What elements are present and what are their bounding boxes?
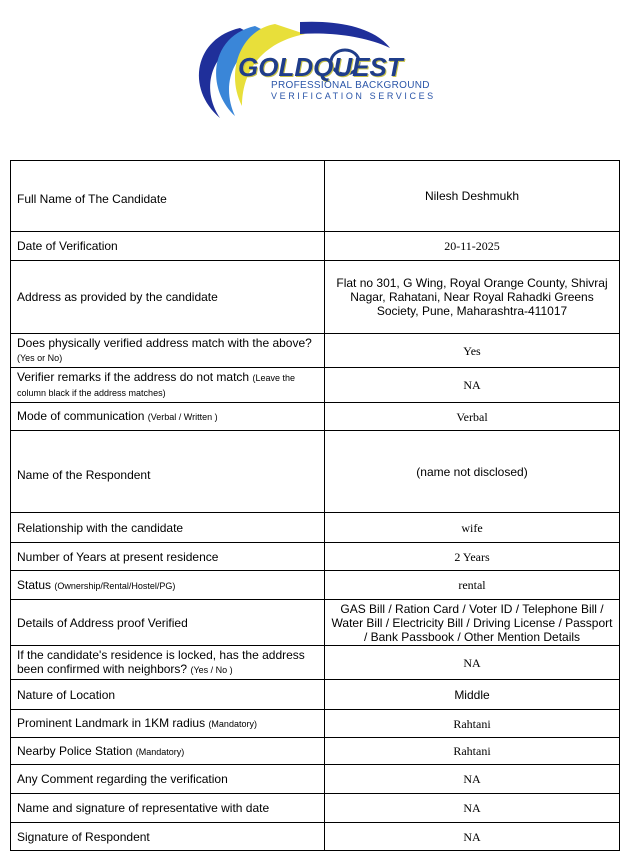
table-row <box>11 823 620 851</box>
communication-mode-value: Verbal <box>325 403 620 431</box>
row-label: Number of Years at present residence <box>11 543 325 571</box>
row-label: Any Comment regarding the verification <box>11 765 325 794</box>
candidate-name-value: Nilesh Deshmukh <box>325 161 620 232</box>
years-residence-value: 2 Years <box>325 543 620 571</box>
table-row <box>11 710 620 738</box>
row-label: If the candidate's residence is locked, has the address been confirmed with neighbors? (Yes / No ) <box>11 646 325 680</box>
row-label: Nearby Police Station (Mandatory) <box>11 738 325 765</box>
logo-subtitle-1: PROFESSIONAL BACKGROUND <box>271 80 430 91</box>
table-row <box>11 765 620 794</box>
table-row <box>11 738 620 765</box>
verification-date-value: 20-11-2025 <box>325 232 620 261</box>
table-row <box>11 571 620 600</box>
row-label: Name of the Respondent <box>11 431 325 513</box>
locked-residence-value: NA <box>325 646 620 680</box>
row-label: Full Name of The Candidate <box>11 161 325 232</box>
respondent-name-value: (name not disclosed) <box>325 431 620 513</box>
table-row <box>11 368 620 403</box>
row-label: Address as provided by the candidate <box>11 261 325 334</box>
table-row <box>11 646 620 680</box>
address-proof-value: GAS Bill / Ration Card / Voter ID / Telephone Bill / Water Bill / Electricity Bill / Driving License / Passport / Bank Passbook / Other Mention Details <box>325 600 620 646</box>
row-label: Verifier remarks if the address do not match (Leave the column black if the address matches) <box>11 368 325 403</box>
status-value: rental <box>325 571 620 600</box>
table-row <box>11 794 620 823</box>
row-label: Does physically verified address match with the above? (Yes or No) <box>11 334 325 368</box>
row-label: Relationship with the candidate <box>11 513 325 543</box>
verification-table <box>10 160 620 851</box>
table-row <box>11 261 620 334</box>
comment-value: NA <box>325 765 620 794</box>
table-row <box>11 543 620 571</box>
table-row <box>11 161 620 232</box>
address-value: Flat no 301, G Wing, Royal Orange County, Shivraj Nagar, Rahatani, Near Royal Rahadki Greens Society, Pune, Maharashtra-411017 <box>325 261 620 334</box>
logo-subtitle-2: VERIFICATION SERVICES <box>271 91 436 101</box>
location-nature-value: Middle <box>325 680 620 710</box>
row-label: Details of Address proof Verified <box>11 600 325 646</box>
table-row <box>11 680 620 710</box>
table-row <box>11 334 620 368</box>
row-label: Date of Verification <box>11 232 325 261</box>
relationship-value: wife <box>325 513 620 543</box>
table-row <box>11 403 620 431</box>
row-label: Signature of Respondent <box>11 823 325 851</box>
table-row <box>11 513 620 543</box>
landmark-value: Rahtani <box>325 710 620 738</box>
row-label: Name and signature of representative with date <box>11 794 325 823</box>
table-row <box>11 232 620 261</box>
verifier-remarks-value: NA <box>325 368 620 403</box>
address-match-value: Yes <box>325 334 620 368</box>
table-row <box>11 600 620 646</box>
row-label: Status (Ownership/Rental/Hostel/PG) <box>11 571 325 600</box>
row-label: Mode of communication (Verbal / Written ) <box>11 403 325 431</box>
police-station-value: Rahtani <box>325 738 620 765</box>
representative-signature-value: NA <box>325 794 620 823</box>
respondent-signature-value: NA <box>325 823 620 851</box>
logo-title: GOLDQUEST <box>238 52 403 82</box>
row-label: Nature of Location <box>11 680 325 710</box>
table-row <box>11 431 620 513</box>
logo-text <box>238 54 458 102</box>
row-label: Prominent Landmark in 1KM radius (Mandatory) <box>11 710 325 738</box>
